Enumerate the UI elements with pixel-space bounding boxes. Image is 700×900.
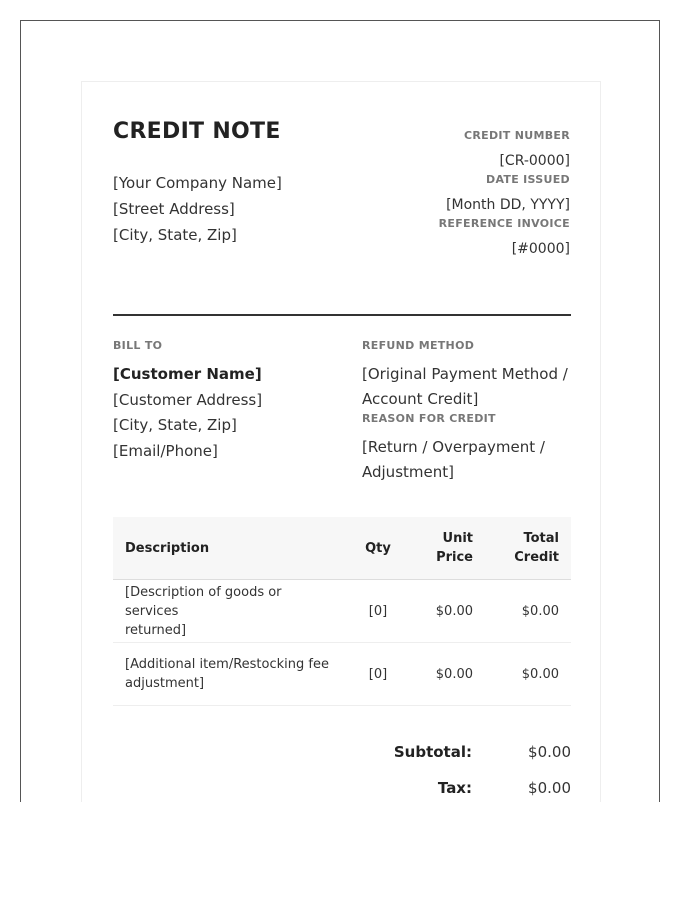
refund-method-line1: [Original Payment Method /	[362, 365, 568, 383]
line-items-table	[113, 517, 571, 706]
row-unit-price: $0.00	[409, 580, 485, 643]
tax-row	[362, 770, 571, 802]
credit-number-label: CREDIT NUMBER	[464, 129, 570, 142]
row-description: [Description of goods or services returned]	[113, 580, 347, 643]
table-row	[113, 580, 571, 643]
customer-city: [City, State, Zip]	[113, 416, 237, 434]
page-frame	[20, 20, 660, 802]
header-qty: Qty	[347, 517, 409, 580]
row-description: [Additional item/Restocking fee adjustment]	[113, 643, 347, 706]
table-row	[113, 643, 571, 706]
customer-address: [Customer Address]	[113, 390, 263, 409]
tax-label: Tax:	[437, 779, 472, 797]
refund-method-label: REFUND METHOD	[362, 339, 475, 352]
credit-note-document	[81, 81, 601, 802]
refund-block	[362, 339, 577, 485]
row-unit-price: $0.00	[409, 643, 485, 706]
row-total: $0.00	[485, 580, 571, 643]
totals-block	[362, 734, 571, 802]
header-unit-price: Unit Price	[409, 517, 485, 580]
company-city: [City, State, Zip]	[113, 226, 237, 244]
reason-line1: [Return / Overpayment /	[362, 438, 545, 456]
company-street: [Street Address]	[113, 200, 235, 218]
credit-number-value: [CR-0000]	[499, 153, 570, 169]
document-title: CREDIT NOTE	[113, 119, 281, 144]
header-divider	[113, 314, 571, 316]
reference-invoice-label: REFERENCE INVOICE	[438, 217, 570, 230]
date-issued-label: DATE ISSUED	[486, 173, 570, 186]
tax-value: $0.00	[528, 779, 571, 797]
row-total: $0.00	[485, 643, 571, 706]
reference-invoice-value: [#0000]	[511, 241, 570, 257]
header-total-credit: Total Credit	[485, 517, 571, 580]
refund-method-line2: Account Credit]	[362, 390, 479, 408]
bill-to-label: BILL TO	[113, 339, 163, 352]
bill-to-block	[113, 339, 343, 464]
subtotal-row	[362, 734, 571, 770]
customer-contact: [Email/Phone]	[113, 441, 218, 460]
company-block	[113, 170, 282, 248]
company-name: [Your Company Name]	[113, 174, 282, 192]
row-qty: [0]	[347, 580, 409, 643]
subtotal-value: $0.00	[528, 743, 571, 761]
header-description: Description	[113, 517, 347, 580]
reason-label: REASON FOR CREDIT	[362, 412, 496, 425]
row-qty: [0]	[347, 643, 409, 706]
table-header-row	[113, 517, 571, 580]
reason-line2: Adjustment]	[362, 463, 454, 481]
subtotal-label: Subtotal:	[393, 743, 472, 761]
meta-block	[330, 129, 570, 261]
date-issued-value: [Month DD, YYYY]	[446, 197, 570, 213]
customer-name: [Customer Name]	[113, 365, 262, 383]
